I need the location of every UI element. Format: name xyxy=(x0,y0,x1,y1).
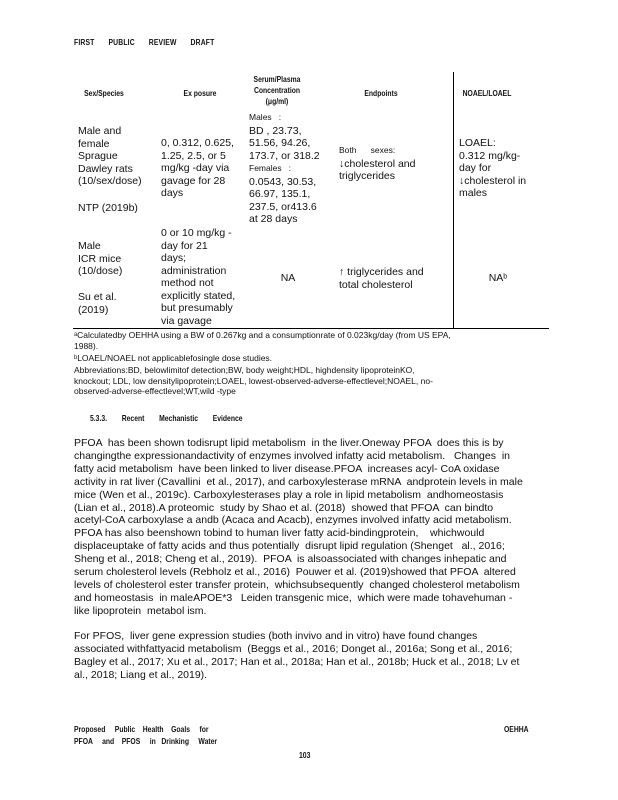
paragraph-pfos: For PFOS, liver gene expression studies (both invivo and in vitro) have found changes associated withfattyacid metabolism (Beggs et al., 2016; Donget al., 2016a; Song et al., 2016; Bagley et al., 2017; Xu et al., 2017; Han et al., 2018a; Han et al., 2018b; Huck et al., 2018; Lv et al., 2018; Liang et al., 2019). xyxy=(74,630,520,681)
col-header-sex-species: Sex/Species xyxy=(84,89,124,98)
footnote-abbreviations: Abbreviations:BD, belowlimitof detection;BW, body weight;HDL, highdensity lipoproteinKO, knockout; LDL, low densitylipoprotein;LOAEL, lowest-observed-adverse-effectlevel;NOAEL, no- observed-adverse-effectlevel;WT,wild -type xyxy=(74,365,433,396)
section-heading xyxy=(90,413,243,423)
footer-left: Proposed Public Health Goals for PFOA and PFOS in Drinking Water xyxy=(74,725,218,746)
row1-endpoints: Both sexes: ↓cholesterol and triglycerides xyxy=(339,145,416,182)
col-header-endpoints: Endpoints xyxy=(364,89,398,98)
section-number: 5.3.3. xyxy=(90,413,108,423)
draft-header: FIRST PUBLIC REVIEW DRAFT xyxy=(74,38,215,47)
row1-species: Male and female Sprague Dawley rats (10/sex/dose) xyxy=(78,125,142,187)
row1-serum: Males : BD , 23.73, 51.56, 94.26, 173.7, or 318.2 Females : 0.0543, 30.53, 66.97, 135.1, 237.5, or413.6 at 28 days xyxy=(249,112,320,225)
footnote-a: ᵃCalculatedby OEHHA using a BW of 0.267kg and a consumptionrate of 0.023kg/day (from US EPA, 1988). xyxy=(74,330,451,351)
col-header-serum: Serum/Plasma Concentration (μg/ml) xyxy=(253,75,301,106)
table-bottom-rule xyxy=(73,328,549,329)
row1-exposure: 0, 0.312, 0.625, 1.25, 2.5, or 5 mg/kg -day via gavage for 28 days xyxy=(161,137,234,199)
section-title: Recent Mechanistic Evidence xyxy=(121,413,243,423)
row1-noael: LOAEL: 0.312 mg/kg- day for ↓cholesterol in males xyxy=(459,137,527,199)
row1-reference: NTP (2019b) xyxy=(78,202,138,214)
row2-exposure: days; administration method not explicitly stated, but presumably via gavage xyxy=(161,252,236,327)
row2-noael: NAᵇ xyxy=(488,272,508,284)
table-vertical-line xyxy=(453,72,454,328)
row2-species: Male ICR mice (10/dose) xyxy=(78,240,123,277)
row2-endpoints: ↑ triglycerides and total cholesterol xyxy=(339,266,424,291)
col-header-exposure: Ex posure xyxy=(183,89,217,98)
footnote-b: ᵇLOAEL/NOAEL not applicablefosingle dose studies. xyxy=(74,353,273,363)
row2-exposure-top: 0 or 10 mg/kg - day for 21 xyxy=(161,227,232,252)
paragraph-pfoa: PFOA has been shown todisrupt lipid metabolism in the liver.Oneway PFOA does this is by changingthe expressionandactivity of enzymes involved infatty acid metabolism. Changes in fatty acid metabolism have been linked to liver disease.PFOA increases acyl- CoA oxidase activity in rat liver (Cavallini et al., 2017), and carboxylesterase mRNA andprotein levels in male mice (Wen et al., 2019c). Carboxylesterases play a role in lipid metabolism andhomeostasis (Lian et al., 2018).A proteomic study by Shao et al. (2018) showed that PFOA can bindto acetyl-CoA carboxylase a andb (Acaca and Acacb), enzymes involved infatty acid metabolism. PFOA has also beenshown tobind to human liver fatty acid-bindingprotein, whichwould displaceuptake of fatty acids and thus potentially disrupt lipid regulation (Shenget al., 2016; Sheng et al., 2018; Cheng et al., 2019). PFOA is alsoassociated with changes inhepatic and serum cholesterol levels (Rebholz et al., 2016) Pouwer et al. (2019)showed that PFOA altered levels of cholesterol ester transfer protein, whichsubsequently changed cholesterol metabolism and homeostasis in maleAPOE*3 Leiden transgenic mice, which were made tohavehuman - like lipoprotein metabol ism. xyxy=(74,437,523,617)
row2-reference: Su et al. (2019) xyxy=(78,291,117,316)
footer-right: OEHHA xyxy=(504,725,529,734)
row2-serum: NA xyxy=(280,272,296,284)
page-number: 103 xyxy=(299,751,311,760)
col-header-noael: NOAEL/LOAEL xyxy=(462,89,512,98)
